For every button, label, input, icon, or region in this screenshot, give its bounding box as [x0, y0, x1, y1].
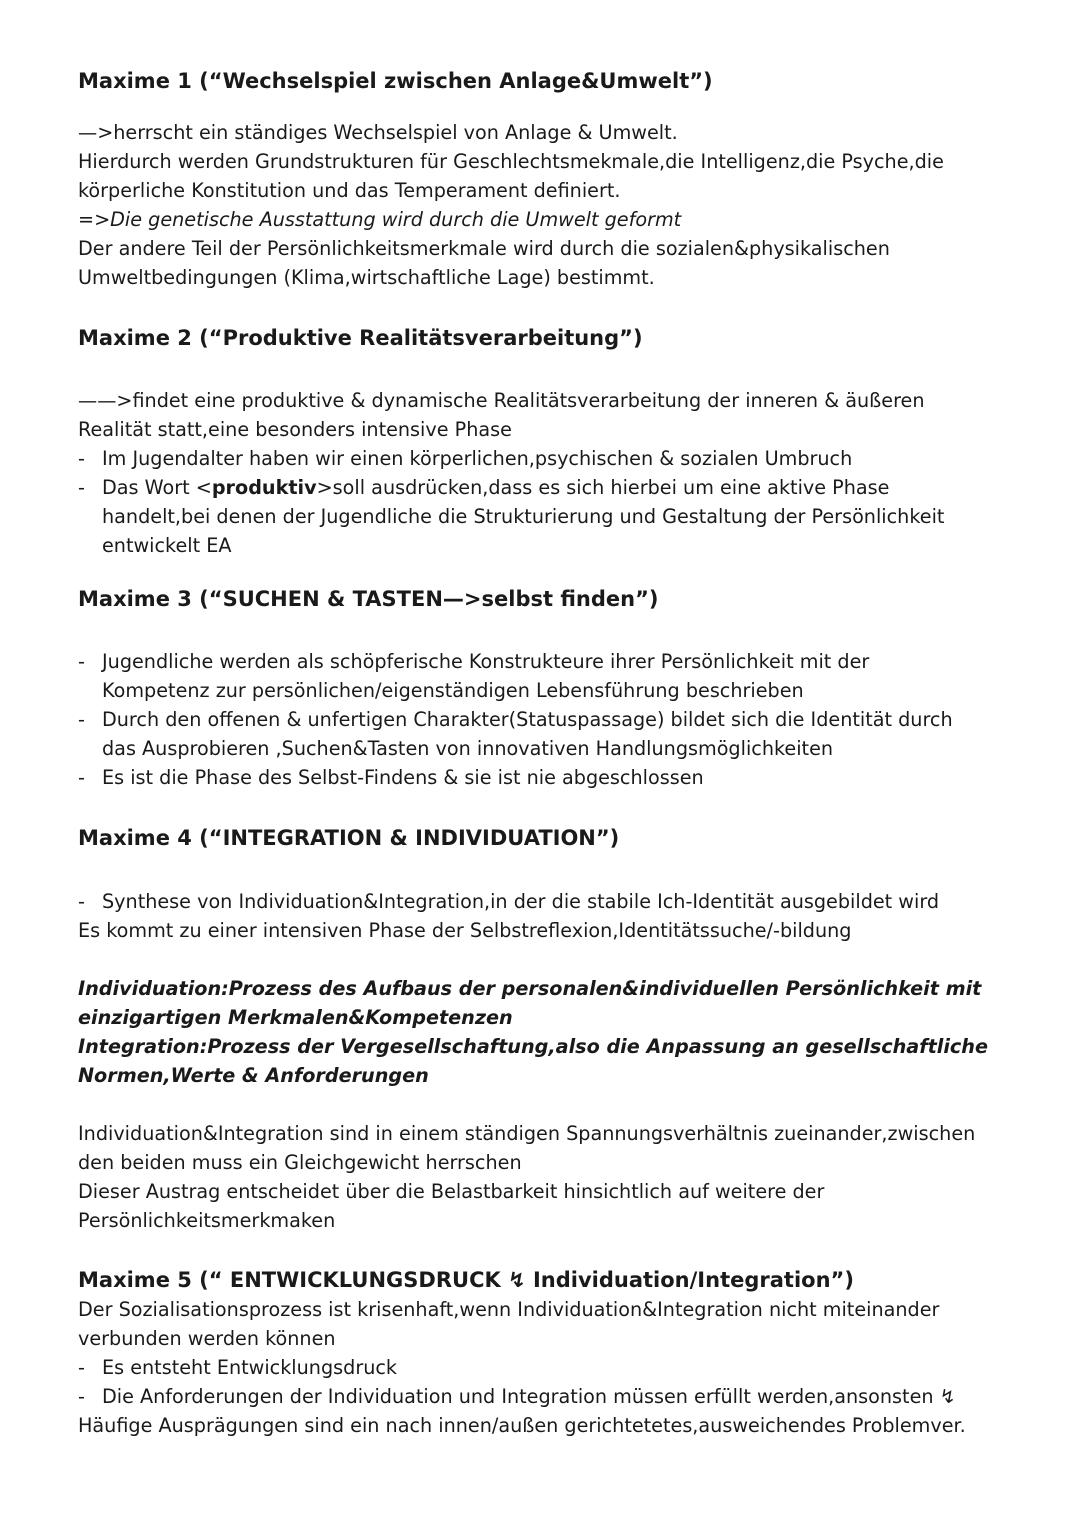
bullet-dash: - — [78, 476, 85, 499]
bullet-dash: - — [78, 1385, 85, 1408]
text-line: Der Sozialisationsprozess ist krisenhaft,wenn Individuation&Integration nicht miteinander — [78, 1298, 940, 1321]
bullet-item — [78, 887, 1008, 916]
section-maxime-4 — [78, 887, 1008, 945]
text-line: ——>findet eine produktive & dynamische Realitätsverarbeitung der inneren & äußeren — [78, 389, 925, 412]
bullet-item — [78, 647, 1008, 676]
heading-maxime-3: Maxime 3 (“SUCHEN & TASTEN—>selbst finden”) — [78, 587, 659, 611]
bullet-item — [78, 444, 1008, 473]
italic-text-line: =>Die genetische Ausstattung wird durch die Umwelt geformt — [78, 208, 682, 231]
bullet-dash: - — [78, 447, 85, 470]
bullet-item — [78, 705, 1008, 734]
bullet-dash: - — [78, 890, 85, 913]
paragraph-balance — [78, 1119, 1008, 1235]
definition-line: Individuation:Prozess des Aufbaus der personalen&individuellen Persönlichkeit mit — [78, 977, 982, 1000]
bullet-text: Die Anforderungen der Individuation und Integration müssen erfüllt werden,ansonsten — [102, 1385, 940, 1408]
heading-maxime-1: Maxime 1 (“Wechselspiel zwischen Anlage&Umwelt”) — [78, 69, 713, 93]
bullet-text: Es ist die Phase des Selbst-Findens & sie ist nie abgeschlossen — [102, 766, 704, 789]
text-line: Umweltbedingungen (Klima,wirtschaftliche Lage) bestimmt. — [78, 266, 655, 289]
heading-text: Individuation/Integration”) — [525, 1268, 854, 1292]
bullet-item — [78, 473, 1008, 502]
bullet-text: Im Jugendalter haben wir einen körperlichen,psychischen & sozialen Umbruch — [102, 447, 853, 470]
bullet-dash: - — [78, 708, 85, 731]
lightning-icon: ↯ — [508, 1268, 526, 1292]
heading-maxime-5 — [78, 1266, 1008, 1295]
bullet-continuation: das Ausprobieren ,Suchen&Tasten von innovativen Handlungsmöglichkeiten — [102, 737, 834, 760]
section-maxime-2 — [78, 386, 1008, 560]
text-line: den beiden muss ein Gleichgewicht herrschen — [78, 1151, 522, 1174]
bullet-text: Das Wort < — [102, 476, 212, 499]
section-maxime-3 — [78, 647, 1008, 792]
text-line: Dieser Austrag entscheidet über die Belastbarkeit hinsichtlich auf weitere der — [78, 1180, 825, 1203]
section-maxime-5 — [78, 1295, 1008, 1440]
text-line: Der andere Teil der Persönlichkeitsmerkmale wird durch die sozialen&physikalischen — [78, 237, 890, 260]
heading-text: Maxime 5 (“ ENTWICKLUNGSDRUCK — [78, 1268, 509, 1292]
text-line: verbunden werden können — [78, 1327, 336, 1350]
text-line: körperliche Konstitution und das Temperament definiert. — [78, 179, 621, 202]
text-line: Hierdurch werden Grundstrukturen für Geschlechtsmekmale,die Intelligenz,die Psyche,die — [78, 150, 944, 173]
lightning-icon: ↯ — [939, 1385, 956, 1408]
text-line: Persönlichkeitsmerkmaken — [78, 1209, 336, 1232]
bullet-text: Jugendliche werden als schöpferische Konstrukteure ihrer Persönlichkeit mit der — [102, 650, 870, 673]
text-line: Häufige Ausprägungen sind ein nach innen/außen gerichtetetes,ausweichendes Problemver. — [78, 1414, 966, 1437]
text-line: Realität statt,eine besonders intensive Phase — [78, 418, 512, 441]
bullet-text: Synthese von Individuation&Integration,in der die stabile Ich-Identität ausgebildet wird — [102, 890, 940, 913]
definition-line: Integration:Prozess der Vergesellschaftung,also die Anpassung an gesellschaftliche — [78, 1035, 988, 1058]
bullet-text: >soll ausdrücken,dass es sich hierbei um eine aktive Phase — [316, 476, 890, 499]
bullet-continuation: Kompetenz zur persönlichen/eigenständigen Lebensführung beschrieben — [102, 679, 804, 702]
bullet-dash: - — [78, 1356, 85, 1379]
definition-line: Normen,Werte & Anforderungen — [78, 1064, 429, 1087]
bullet-text: Durch den offenen & unfertigen Charakter(Statuspassage) bildet sich die Identität durch — [102, 708, 953, 731]
bullet-continuation: entwickelt EA — [102, 534, 232, 557]
text-line: Individuation&Integration sind in einem ständigen Spannungsverhältnis zueinander,zwischen — [78, 1122, 976, 1145]
text-line: —>herrscht ein ständiges Wechselspiel von Anlage & Umwelt. — [78, 121, 678, 144]
bullet-continuation: handelt,bei denen der Jugendliche die Strukturierung und Gestaltung der Persönlichkeit — [102, 505, 945, 528]
heading-maxime-4: Maxime 4 (“INTEGRATION & INDIVIDUATION”) — [78, 826, 620, 850]
bullet-item — [78, 763, 1008, 792]
bold-word: produktiv — [211, 476, 317, 499]
bullet-dash: - — [78, 766, 85, 789]
definitions — [78, 974, 1008, 1090]
heading-maxime-2: Maxime 2 (“Produktive Realitätsverarbeitung”) — [78, 326, 643, 350]
definition-line: einzigartigen Merkmalen&Kompetenzen — [78, 1006, 513, 1029]
bullet-item — [78, 1353, 1008, 1382]
bullet-dash: - — [78, 650, 85, 673]
text-line: Es kommt zu einer intensiven Phase der Selbstreflexion,Identitätssuche/-bildung — [78, 919, 852, 942]
bullet-item — [78, 1382, 1008, 1411]
bullet-text: Es entsteht Entwicklungsdruck — [102, 1356, 398, 1379]
section-maxime-1 — [78, 118, 1008, 292]
